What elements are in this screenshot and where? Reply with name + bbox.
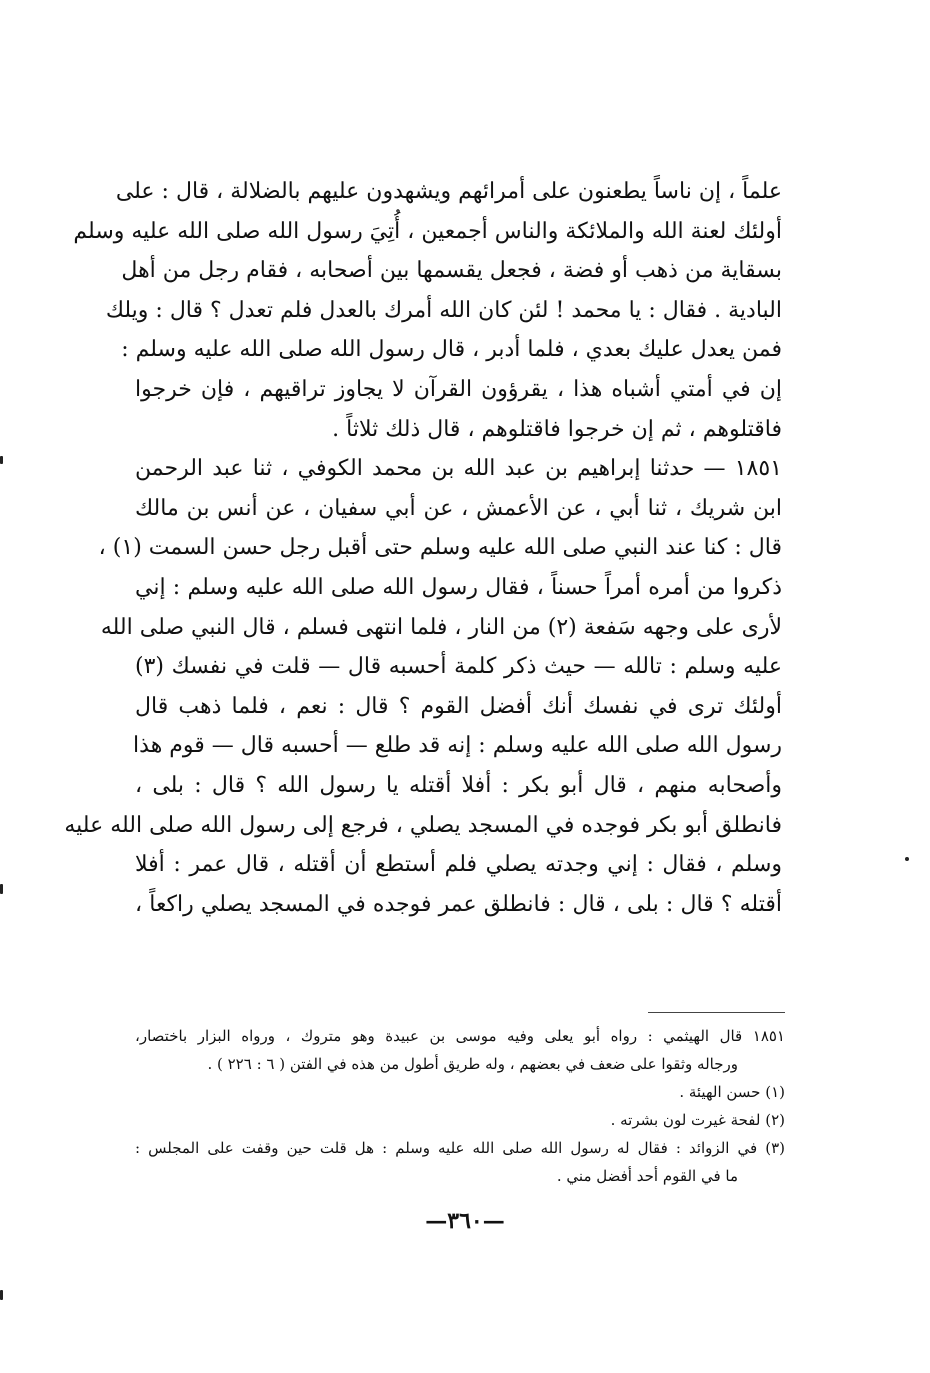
- text-line: بسقاية من ذهب أو فضة ، فجعل يقسمها بين أصحابه ، فقام رجل من أهل: [121, 258, 782, 284]
- page-number: —٣٦٠—: [425, 1208, 505, 1234]
- text-line: إن في أمتي أشباه هذا ، يقرؤون القرآن لا يجاوز تراقيهم ، فإن خرجوا: [135, 376, 782, 402]
- footnote-line: ورجاله وثقوا على ضعف في بعضهم ، وله طريق أطول من هذه في الفتن ( ٦ : ٢٢٦ ) .: [207, 1055, 738, 1073]
- text-line: فانطلق أبو بكر فوجده في المسجد يصلي ، فرجع إلى رسول الله صلى الله عليه: [64, 812, 782, 838]
- text-line: فمن يعدل عليك بعدي ، فلما أدبر ، قال رسول الله صلى الله عليه وسلم :: [121, 337, 782, 363]
- footnotes-block: [135, 1022, 785, 1190]
- footnote-line: ما في القوم أحد أفضل مني .: [556, 1167, 738, 1185]
- scan-speck: [0, 456, 3, 464]
- footnote-line: (١) حسن الهيئة .: [679, 1083, 785, 1101]
- footnote-line: ١٨٥١ قال الهيثمي : رواه أبو يعلى وفيه موسى بن عبيدة وهو متروك ، ورواه البزار باختصار،: [135, 1027, 785, 1045]
- footnote-line: (٣) في الزوائد : فقال له رسول الله صلى الله عليه وسلم : هل قلت حين وقفت على المجلس :: [135, 1139, 785, 1157]
- footnote-line: (٢) لفحة غيرت لون بشرته .: [610, 1111, 785, 1129]
- footnote-divider: [648, 1012, 785, 1013]
- text-line: ذكروا من أمره أمراً حسناً ، فقال رسول الله صلى الله عليه وسلم : إني: [135, 574, 782, 600]
- text-line: أولئك لعنة الله والملائكة والناس أجمعين ، أُتِيَ رسول الله صلى الله عليه وسلم: [73, 218, 782, 244]
- text-line: البادية . فقال : يا محمد ! لئن كان الله أمرك بالعدل فلم تعدل ؟ قال : ويلك: [105, 297, 782, 323]
- scan-speck: [905, 857, 909, 861]
- text-line: وسلم ، فقال : إني وجدته يصلي فلم أستطع أن أقتله ، قال عمر : أفلا: [135, 852, 782, 878]
- scan-speck: [0, 1290, 3, 1300]
- text-line: قال : كنا عند النبي صلى الله عليه وسلم حتى أقبل رجل حسن السمت (١) ،: [98, 535, 782, 561]
- text-line: أقتله ؟ قال : بلى ، قال : فانطلق عمر فوجده في المسجد يصلي راكعاً ،: [135, 891, 782, 917]
- text-line: فاقتلوهم ، ثم إن خرجوا فاقتلوهم ، قال ذلك ثلاثاً .: [332, 416, 782, 442]
- text-line: ابن شريك ، ثنا أبي ، عن الأعمش ، عن أبي سفيان ، عن أنس بن مالك: [135, 495, 782, 521]
- text-line: رسول الله صلى الله عليه وسلم : إنه قد طلع — أحسبه قال — قوم هذا: [133, 733, 782, 759]
- hadith-number-line: ١٨٥١ — حدثنا إبراهيم بن عبد الله بن محمد الكوفي ، ثنا عبد الرحمن: [135, 456, 782, 482]
- text-line: أولئك ترى في نفسك أنك أفضل القوم ؟ قال : نعم ، فلما ذهب قال: [135, 693, 782, 719]
- text-line: عليه وسلم : تالله — حيث ذكر كلمة أحسبه قال — قلت في نفسك (٣): [135, 654, 782, 680]
- scan-speck: [0, 884, 3, 894]
- text-line: لأرى على وجهه سَفعة (٢) من النار ، فلما انتهى فسلم ، قال النبي صلى الله: [100, 614, 782, 640]
- text-line: وأصحابه منهم ، قال أبو بكر : أفلا أقتله يا رسول الله ؟ قال : بلى ،: [135, 772, 782, 798]
- text-line: علماً ، إن ناساً يطعنون على أمرائهم ويشهدون عليهم بالضلالة ، قال : على: [115, 179, 782, 204]
- main-text-block: [64, 172, 782, 924]
